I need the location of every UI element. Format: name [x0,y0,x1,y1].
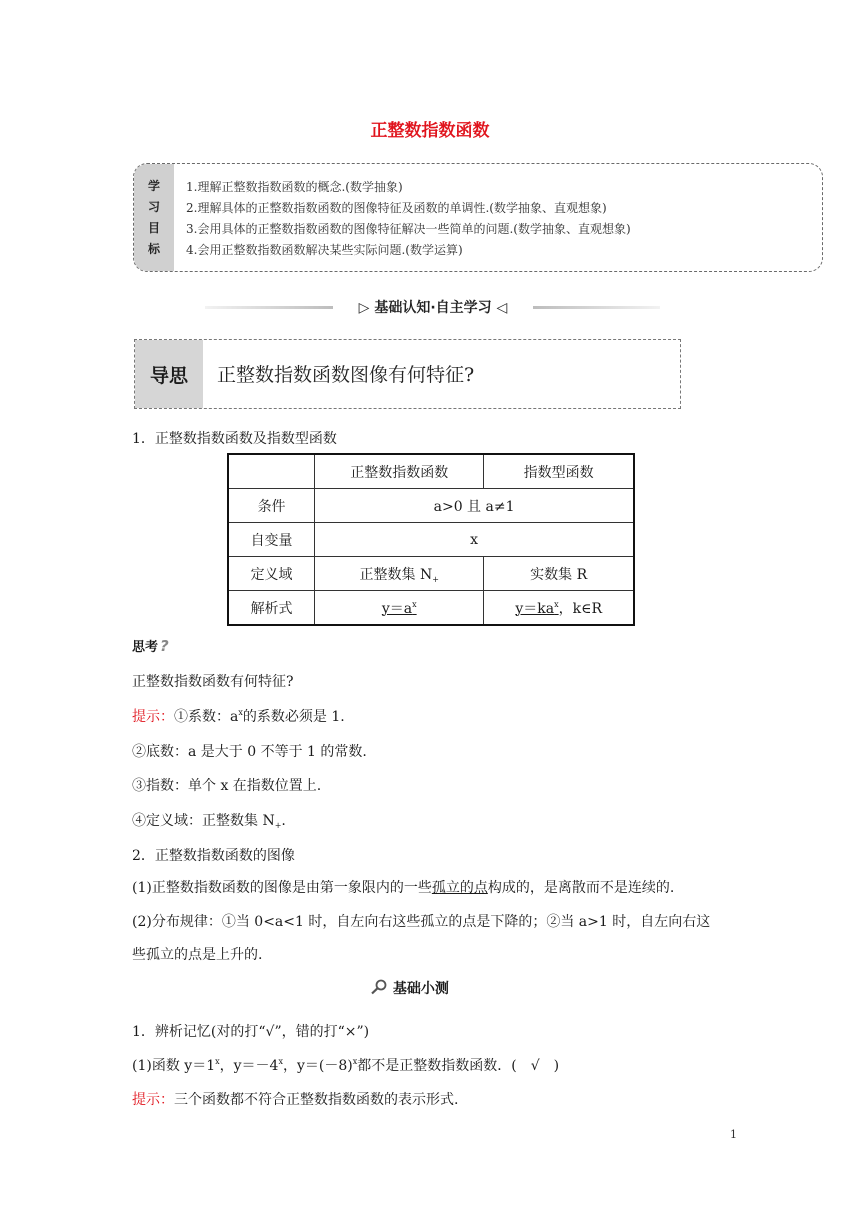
superscript: x [412,599,417,609]
section-banner [205,293,660,321]
paragraph-text: (1)正整数指数函数的图像是由第一象限内的一些 [132,880,432,896]
distribution-rule-line2: 些孤立的点是上升的. [132,947,263,963]
function-comparison-table [227,453,635,626]
table-header-cell: 正整数指数函数 [315,454,484,489]
banner-title [343,297,523,317]
banner-text: 基础认知·自主学习 [374,300,492,316]
guide-label: 导思 [135,340,203,408]
banner-arrow-left-icon: ◁ [496,300,508,316]
hint-text: ①系数：a [174,709,239,725]
think-label-text: 思考 [132,640,159,655]
superscript: x [352,1057,358,1066]
section-heading-1: 1．正整数指数函数及指数型函数 [132,431,337,447]
quiz-text: (1)函数 y＝1 [132,1058,216,1074]
question-mark-icon: ? [160,637,169,655]
objective-item: 2.理解具体的正整数指数函数的图像特征及函数的单调性.(数学抽象、直观想象) [186,201,607,215]
objectives-label-char: 标 [147,241,160,256]
section-heading-2: 2．正整数指数函数的图像 [132,848,295,864]
basic-quiz-text: 基础小测 [392,981,449,997]
objective-item: 4.会用正整数指数函数解决某些实际问题.(数学运算) [186,243,463,257]
cell-text: y＝ka [515,600,555,617]
table-row [228,489,634,523]
table-row [228,591,634,626]
objectives-label [134,164,174,271]
subscript: + [274,821,282,830]
objective-item: 1.理解正整数指数函数的概念.(数学抽象) [186,180,403,194]
paragraph-text: 构成的，是离散而不是连续的. [487,880,675,896]
row-label: 定义域 [228,557,315,591]
table-cell: a>0 且 a≠1 [315,489,634,523]
learning-objectives-box [133,163,823,272]
superscript: x [278,1057,283,1066]
table-cell [484,591,634,626]
basic-quiz-heading [370,978,449,998]
row-label: 条件 [228,489,315,523]
cell-text: y＝a [381,600,413,617]
guide-question: 正整数指数函数图像有何特征? [217,364,475,386]
objectives-label-char: 目 [147,220,160,235]
table-cell [228,454,315,489]
row-label: 解析式 [228,591,315,626]
graph-description [132,877,674,897]
formula-text [515,601,558,617]
objectives-list [186,177,631,261]
table-row [228,557,634,591]
hint-text: 的系数必须是 1. [242,709,345,725]
row-label: 自变量 [228,523,315,557]
superscript: x [238,708,243,717]
quiz-text: 都不是正整数指数函数．( √ ) [357,1058,560,1074]
subscript: + [432,574,439,584]
page-number: 1 [730,1128,737,1141]
distribution-rule-line1: (2)分布规律：①当 0<a<1 时，自左向右这些孤立的点是下降的；②当 a>1 时，自左向右这 [132,914,711,930]
point-exponent: ③指数：单个 x 在指数位置上. [132,778,322,794]
banner-line-left [205,306,333,309]
quiz-text: ，y＝－4 [219,1058,279,1074]
table-row [228,454,634,489]
page-title: 正整数指数函数 [370,121,490,141]
think-label [132,636,169,655]
think-question: 正整数指数函数有何特征? [132,674,294,690]
table-row [228,523,634,557]
table-cell [315,557,484,591]
hint-label: 提示： [132,709,174,725]
quiz-item-1-1 [132,1055,559,1075]
magnifier-icon [370,981,393,997]
table-cell [315,591,484,626]
point-text: . [281,813,286,829]
cell-text: 正整数集 N [359,566,433,583]
point-domain [132,810,286,830]
quiz-text: ，y＝(－8) [282,1058,353,1074]
hint-label: 提示： [132,1092,174,1108]
superscript: x [215,1057,220,1066]
underlined-text: 孤立的点 [431,880,488,896]
table-header-cell: 指数型函数 [484,454,634,489]
hint-line [132,706,345,726]
banner-line-right [533,306,660,309]
point-base: ②底数：a 是大于 0 不等于 1 的常数. [132,744,367,760]
objectives-label-char: 习 [147,199,160,214]
table-cell: x [315,523,634,557]
point-text: ④定义域：正整数集 N [132,813,275,829]
superscript: x [554,599,559,609]
cell-text: ，k∈R [558,600,602,617]
formula-text [382,601,417,617]
objective-item: 3.会用具体的正整数指数函数的图像特征解决一些简单的问题.(数学抽象、直观想象) [186,222,631,236]
guide-box [134,339,681,409]
objectives-label-char: 学 [147,178,160,193]
banner-arrow-right-icon: ▷ [358,300,370,316]
quiz-question-1: 1．辨析记忆(对的打“√”，错的打“×”) [132,1024,370,1040]
hint-text: 三个函数都不符合正整数指数函数的表示形式. [174,1092,459,1108]
table-cell: 实数集 R [484,557,634,591]
quiz-hint [132,1089,458,1109]
